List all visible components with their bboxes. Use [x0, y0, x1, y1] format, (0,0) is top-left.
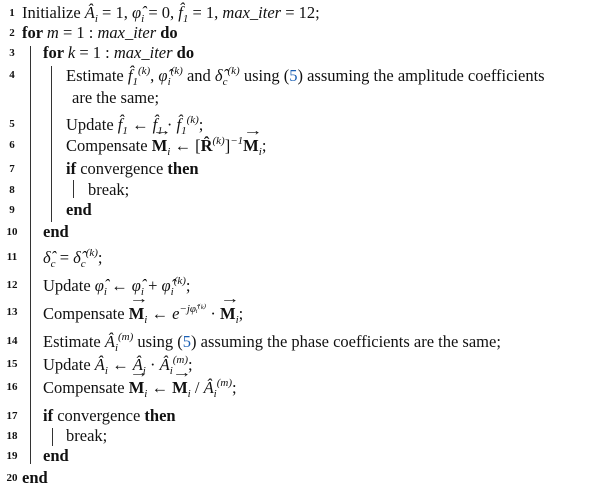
line-text: max_iter — [113, 43, 173, 62]
line-text: ; — [97, 248, 103, 267]
line-text: Â — [203, 378, 214, 397]
line-text: i — [167, 146, 171, 158]
line-number: 11 — [6, 251, 18, 263]
line-text: i — [141, 13, 145, 25]
line-text: , — [150, 66, 159, 85]
line-number: 12 — [6, 279, 18, 291]
line-text: Update — [43, 355, 95, 374]
line-text: φ̂ — [94, 276, 104, 295]
line-text: max_iter — [97, 23, 157, 42]
line-text: i — [142, 365, 146, 377]
line-text: ) assuming the phase coefficients are the same; — [191, 332, 501, 351]
line-text: (k) — [170, 65, 183, 77]
line-number: 9 — [9, 204, 15, 216]
line-text: (k) — [173, 275, 186, 287]
line-number: 13 — [6, 306, 18, 318]
line-text: φ̂ — [131, 276, 141, 295]
line-text: Estimate — [43, 332, 105, 351]
line-text: f̂ — [176, 115, 182, 134]
line-text: break; — [88, 180, 130, 199]
line-text: i — [187, 388, 191, 400]
line-text: Compensate — [43, 378, 129, 397]
line-text: i — [114, 342, 119, 354]
line-text: i — [213, 388, 217, 400]
line-text: → M — [129, 378, 145, 398]
line-number: 17 — [6, 410, 18, 422]
line-text: k — [67, 43, 76, 62]
algorithm-line — [43, 222, 69, 242]
line-text: max_iter — [222, 3, 282, 22]
line-text: ; — [198, 115, 204, 134]
keyword: for — [22, 23, 47, 42]
line-text: i — [94, 13, 98, 25]
line-text: i — [170, 286, 174, 298]
line-text: / — [190, 378, 204, 397]
line-number: 1 — [9, 7, 15, 19]
line-text: i — [144, 388, 148, 400]
algorithm-line — [43, 331, 501, 354]
line-text: ← [ — [170, 136, 201, 155]
line-text: · — [145, 355, 160, 374]
line-text: and — [182, 66, 215, 85]
line-text: ; — [232, 378, 237, 397]
line-text: Â — [132, 355, 143, 374]
line-text: i — [103, 286, 107, 298]
algorithm-line — [43, 406, 176, 426]
line-text: c — [50, 258, 56, 270]
line-text: i — [167, 76, 171, 88]
algorithm-line — [43, 446, 69, 466]
line-text: m — [46, 23, 59, 42]
line-text: = 1 : — [58, 23, 98, 42]
algorithm-line — [43, 377, 237, 400]
block-scope-line — [30, 46, 31, 464]
line-text: φ̂ — [131, 3, 142, 22]
algorithm-line — [22, 468, 48, 488]
line-number: 7 — [9, 163, 15, 175]
line-number: 14 — [6, 335, 18, 347]
algorithm-line — [66, 159, 199, 179]
line-text: 1 — [157, 125, 163, 137]
line-text: = 0, — [144, 3, 179, 22]
line-text: i — [144, 314, 148, 326]
line-text: → M — [243, 136, 259, 156]
line-text: i — [169, 365, 173, 377]
algorithm-line — [43, 247, 103, 270]
algorithm-line — [66, 200, 92, 220]
line-text: = — [55, 248, 74, 267]
line-text: f̂ — [152, 115, 158, 134]
algorithm-line — [88, 180, 129, 200]
block-scope-line — [51, 66, 52, 222]
keyword: end — [43, 446, 69, 465]
line-text: using ( — [133, 332, 183, 351]
line-number: 3 — [9, 47, 15, 59]
equation-reference-link[interactable]: 5 — [182, 332, 192, 351]
line-text: convergence — [76, 159, 168, 178]
line-text: → M — [220, 304, 236, 324]
algorithm-line — [22, 3, 320, 25]
block-scope-line — [52, 428, 53, 446]
line-number: 2 — [9, 27, 15, 39]
line-number: 10 — [6, 226, 18, 238]
line-text: are the same; — [72, 88, 160, 107]
line-text: Compensate — [43, 304, 129, 323]
keyword: then — [144, 406, 176, 425]
line-text: (k) — [137, 65, 151, 77]
line-number: 16 — [6, 381, 18, 393]
line-number: 20 — [6, 472, 18, 484]
algorithm-line — [43, 275, 191, 298]
line-text: (k) — [212, 135, 225, 147]
algorithm-line — [66, 65, 545, 88]
line-text: ; — [238, 304, 244, 323]
keyword: do — [172, 43, 195, 62]
line-text: ; — [185, 276, 191, 295]
line-text: −1 — [230, 135, 244, 147]
line-text: ; — [188, 355, 193, 374]
algorithm-line — [43, 302, 243, 326]
keyword: for — [43, 43, 68, 62]
line-number: 4 — [9, 69, 15, 81]
line-text: 1 — [122, 125, 128, 137]
line-number: 18 — [6, 430, 18, 442]
keyword: if — [43, 406, 54, 425]
line-text: · — [162, 115, 177, 134]
line-number: 6 — [9, 139, 15, 151]
line-text: (m) — [118, 331, 134, 343]
line-text: 1 — [132, 76, 138, 88]
line-text: → M — [172, 378, 188, 398]
algorithm-line — [22, 23, 178, 43]
line-text: 1 — [181, 125, 187, 137]
line-text: 1 — [182, 13, 189, 25]
line-text: φ̂ — [158, 66, 168, 85]
keyword: end — [66, 200, 92, 219]
line-text: Â — [84, 3, 95, 22]
line-text: = 1 : — [75, 43, 114, 62]
algorithm-line — [43, 354, 193, 377]
line-number: 19 — [6, 450, 18, 462]
algorithm-line — [66, 114, 203, 137]
block-scope-line — [73, 180, 74, 198]
line-text: · — [206, 304, 220, 323]
line-text: break; — [66, 426, 108, 445]
line-text: δ̂ — [43, 248, 51, 267]
line-text: Compensate — [66, 136, 152, 155]
line-text: = 12; — [281, 3, 320, 22]
line-text: −jφ̂ᵢ⁽ᵏ⁾ — [179, 303, 207, 315]
line-text: = 1, — [188, 3, 223, 22]
line-text: i — [258, 146, 262, 158]
line-text: e — [172, 304, 180, 323]
line-text: Initialize — [22, 3, 85, 22]
line-text: + — [143, 276, 162, 295]
line-text: Â — [159, 355, 170, 374]
line-text: (k) — [186, 114, 199, 126]
line-text: R̂ — [200, 136, 213, 155]
line-text: (k) — [85, 247, 98, 259]
line-number: 15 — [6, 358, 18, 370]
keyword: end — [43, 222, 69, 241]
line-text: ← — [106, 276, 132, 295]
keyword: do — [156, 23, 178, 42]
line-number: 5 — [9, 118, 15, 130]
algorithm-line — [66, 135, 266, 158]
line-text: ; — [261, 136, 267, 155]
line-text: Â — [104, 332, 115, 351]
line-text: i — [235, 314, 239, 326]
line-text: Estimate — [66, 66, 128, 85]
line-text: (m) — [172, 354, 189, 366]
line-text: f̂ — [127, 66, 133, 85]
line-text: f̂ — [178, 3, 183, 22]
equation-reference-link[interactable]: 5 — [289, 66, 298, 85]
line-text: (m) — [216, 377, 233, 389]
keyword: if — [66, 159, 77, 178]
line-text: Update — [43, 276, 95, 295]
line-text: ] — [224, 136, 231, 155]
line-text: Â — [94, 355, 105, 374]
line-text: ← — [107, 355, 133, 374]
line-text: = 1, — [97, 3, 132, 22]
line-text: Update — [66, 115, 118, 134]
algorithm-line — [66, 426, 107, 446]
line-text: c — [222, 76, 228, 88]
line-text: → M — [152, 136, 168, 156]
algorithm-line — [72, 88, 159, 108]
line-text: φ̂ — [161, 276, 171, 295]
keyword: end — [22, 468, 48, 487]
line-text: δ̂ — [214, 66, 223, 85]
line-text: ← — [147, 378, 173, 397]
line-text: ← — [127, 115, 153, 134]
line-text: convergence — [53, 406, 145, 425]
line-text: i — [140, 286, 144, 298]
line-text: f̂ — [117, 115, 123, 134]
line-text: c — [80, 258, 86, 270]
keyword: then — [167, 159, 199, 178]
line-text: ) assuming the amplitude coefficients — [297, 66, 545, 85]
line-text: → M — [129, 304, 145, 324]
algorithm-line — [43, 43, 194, 63]
line-text: i — [104, 365, 108, 377]
line-text: δ̂ — [73, 248, 81, 267]
line-text: using ( — [239, 66, 290, 85]
line-text: (k) — [227, 65, 240, 77]
line-text: ← — [147, 304, 173, 323]
line-number: 8 — [9, 184, 15, 196]
